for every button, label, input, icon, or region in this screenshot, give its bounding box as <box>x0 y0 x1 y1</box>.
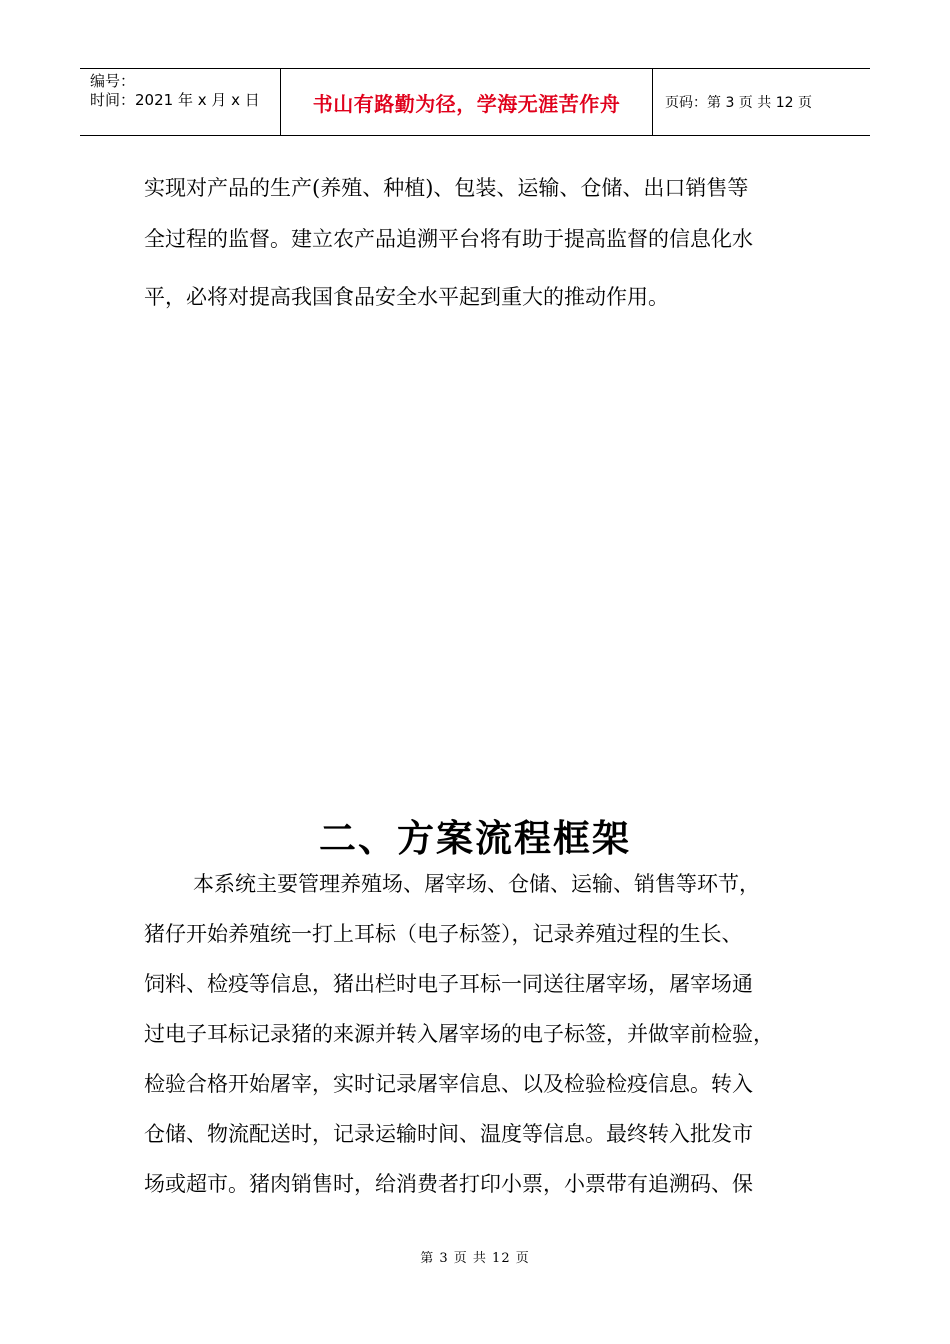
paragraph-line: 平，必将对提高我国食品安全水平起到重大的推动作用。 <box>144 285 669 309</box>
header-page-cell <box>653 69 870 135</box>
paragraph-line: 实现对产品的生产(养殖、种植)、包装、运输、仓储、出口销售等 <box>144 176 749 200</box>
page-footer: 第 3 页 共 12 页 <box>420 1251 530 1266</box>
header-motto: 书山有路勤为径，学海无涯苦作舟 <box>312 91 621 116</box>
paragraph-line: 猪仔开始养殖统一打上耳标（电子标签），记录养殖过程的生长、 <box>144 922 743 946</box>
section-heading: 二、方案流程框架 <box>319 817 631 860</box>
document-header <box>80 68 870 136</box>
header-meta-cell <box>80 69 281 135</box>
paragraph-line: 饲料、检疫等信息，猪出栏时电子耳标一同送往屠宰场，屠宰场通 <box>144 972 753 996</box>
paragraph-line: 全过程的监督。建立农产品追溯平台将有助于提高监督的信息化水 <box>144 227 753 251</box>
header-motto-cell <box>281 69 653 135</box>
document-number-label: 编号： <box>90 72 136 90</box>
paragraph-line: 检验合格开始屠宰，实时记录屠宰信息、以及检验检疫信息。转入 <box>144 1072 753 1096</box>
paragraph-line: 场或超市。猪肉销售时，给消费者打印小票，小票带有追溯码、保 <box>144 1172 753 1196</box>
paragraph-line: 本系统主要管理养殖场、屠宰场、仓储、运输、销售等环节， <box>193 872 760 896</box>
paragraph-line: 仓储、物流配送时，记录运输时间、温度等信息。最终转入批发市 <box>144 1122 753 1146</box>
header-page-info: 页码：第 3 页 共 12 页 <box>665 95 812 111</box>
document-date: 时间：2021 年 x 月 x 日 <box>90 91 260 109</box>
paragraph-line: 过电子耳标记录猪的来源并转入屠宰场的电子标签，并做宰前检验， <box>144 1022 774 1046</box>
